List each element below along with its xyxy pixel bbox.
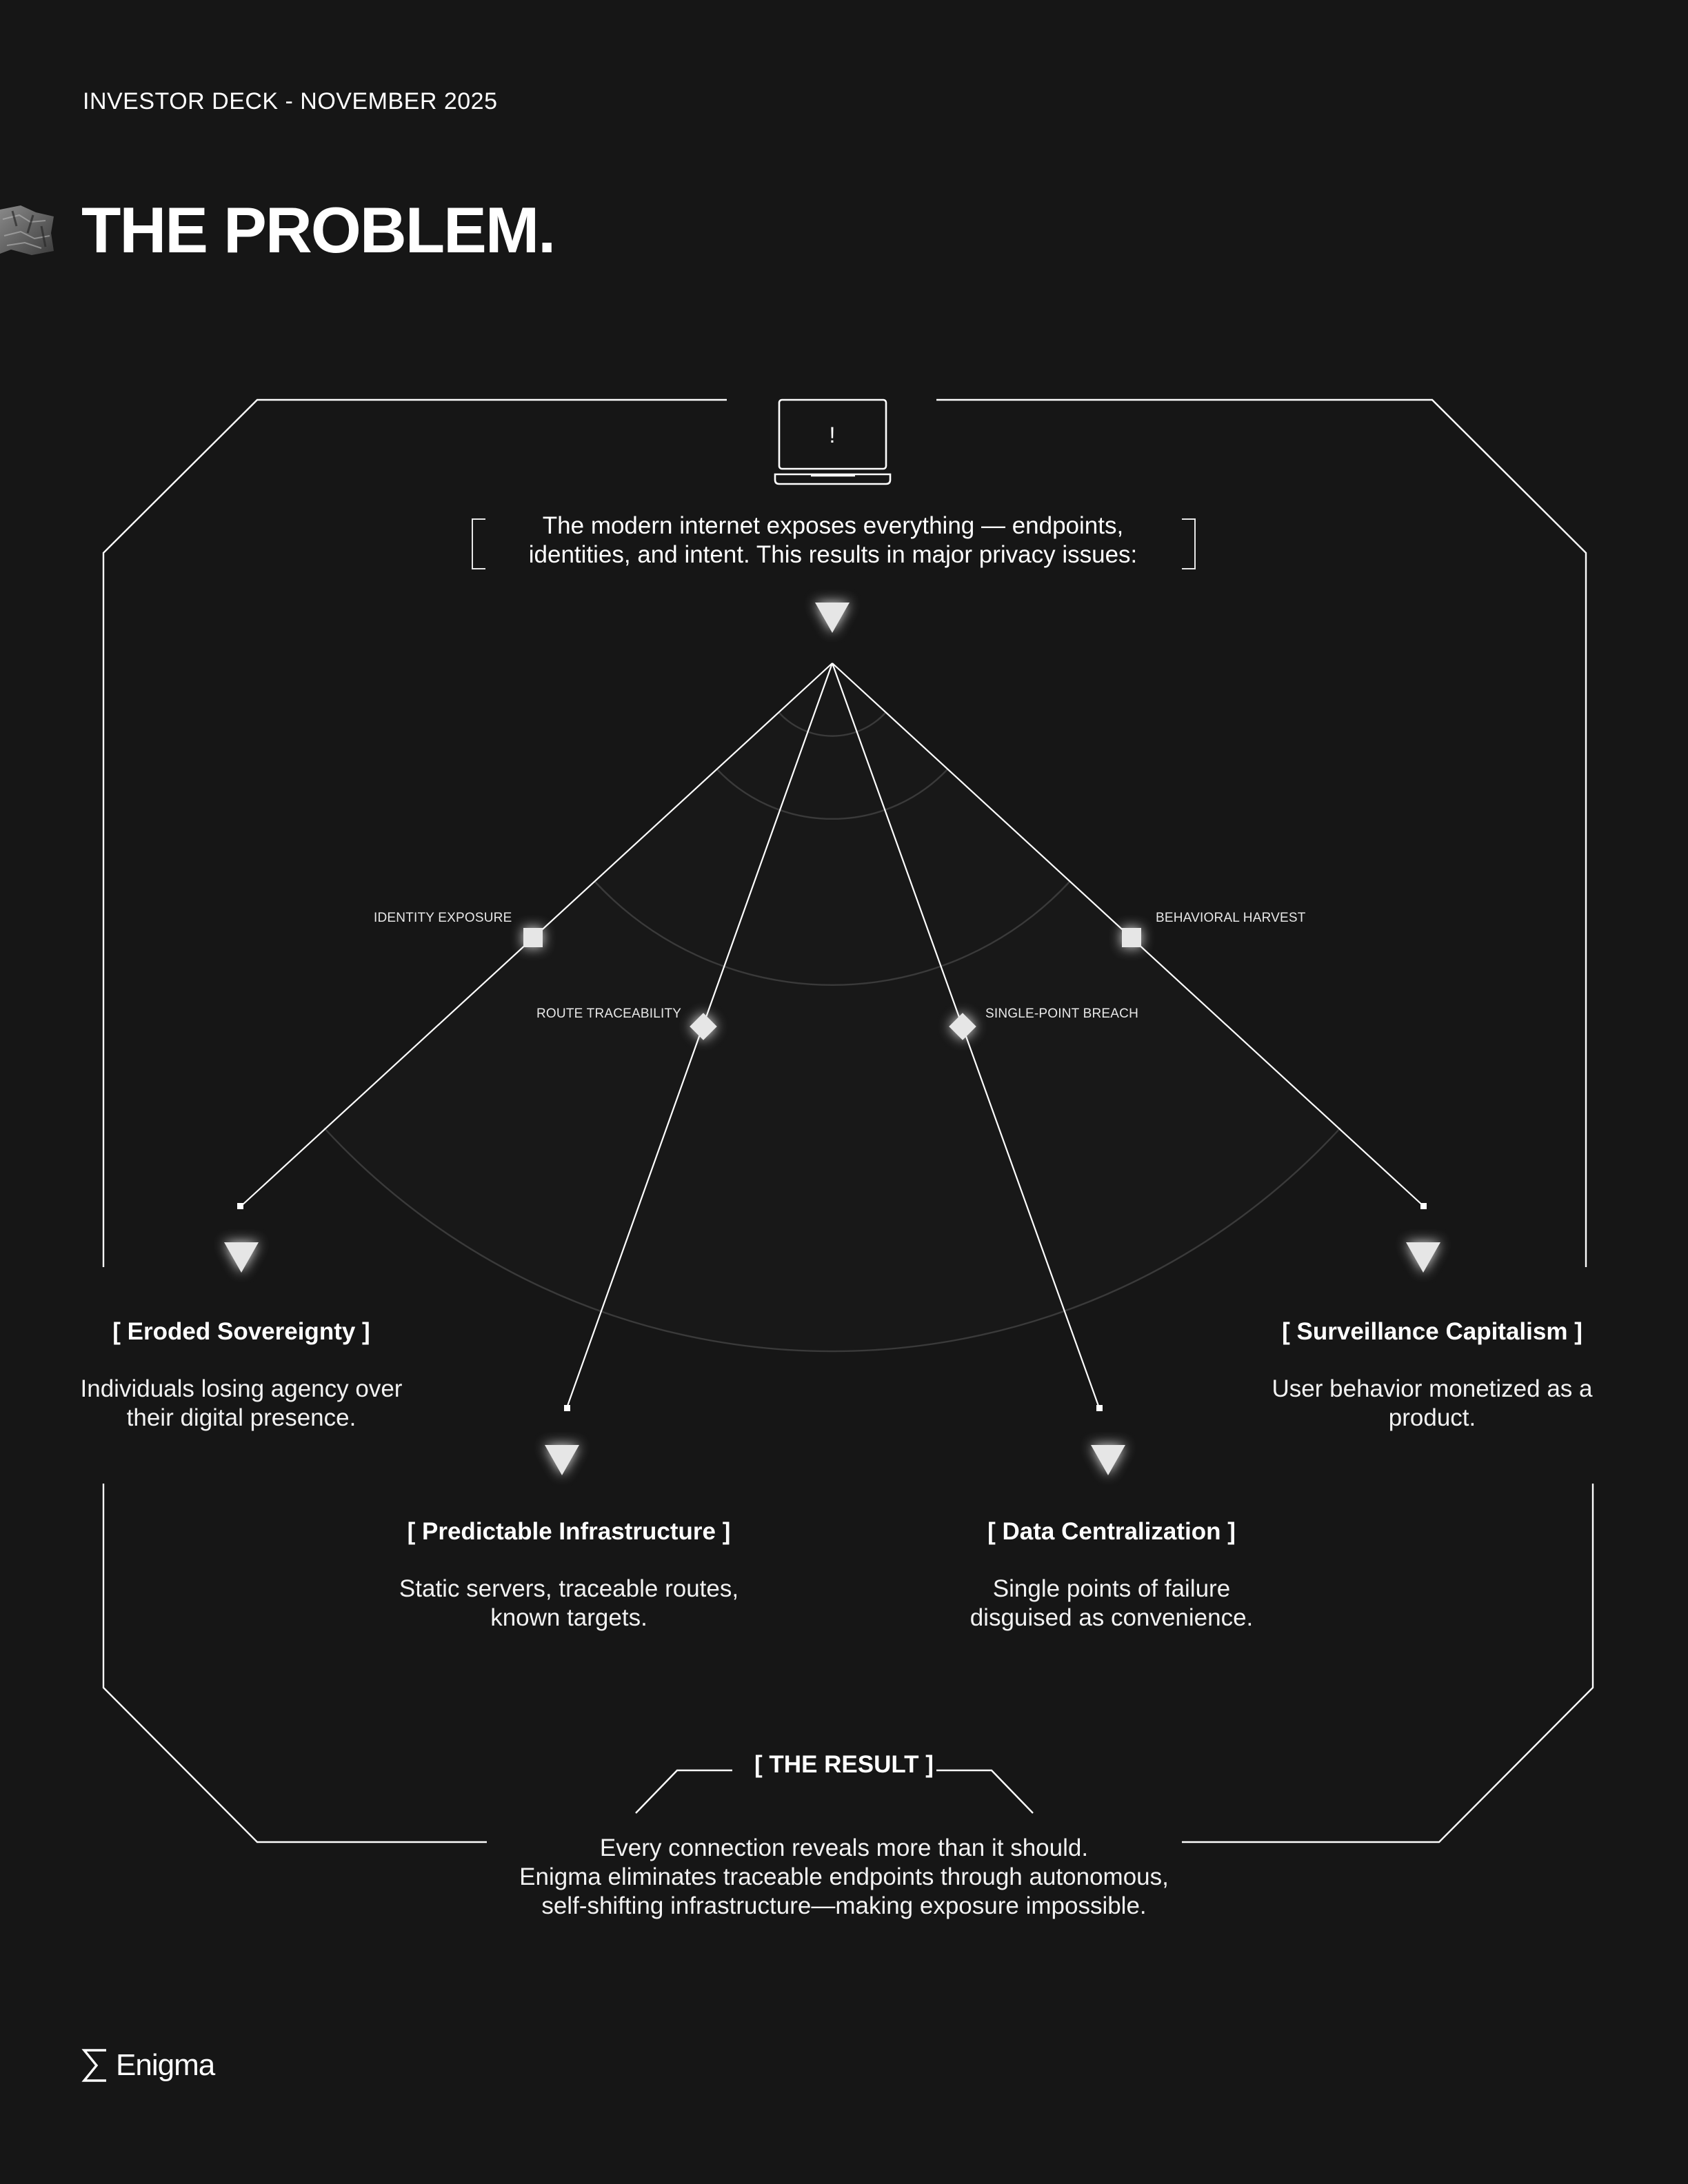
label-behavioral-harvest: BEHAVIORAL HARVEST [1156, 911, 1306, 925]
deck-kicker: INVESTOR DECK - NOVEMBER 2025 [83, 88, 498, 114]
card-surveillance-title: [ Surveillance Capitalism ] [1282, 1318, 1582, 1345]
card-predictable-title: [ Predictable Infrastructure ] [407, 1518, 731, 1545]
card-centralization-line-1: Single points of failure [992, 1575, 1231, 1602]
label-route-traceability: ROUTE TRACEABILITY [536, 1007, 682, 1021]
result-line-1: Every connection reveals more than it should. [599, 1834, 1089, 1861]
label-single-point-breach: SINGLE-POINT BREACH [985, 1007, 1138, 1021]
result-title: [ THE RESULT ] [754, 1751, 934, 1778]
card-surveillance-body [1239, 1375, 1625, 1433]
result-line-2: Enigma eliminates traceable endpoints through autonomous, [519, 1863, 1169, 1890]
card-centralization-line-2: disguised as convenience. [969, 1604, 1254, 1631]
end-dot-route [564, 1405, 570, 1411]
end-dot-identity [237, 1203, 243, 1209]
card-centralization-body [905, 1575, 1318, 1632]
intro-bracket-right [1182, 518, 1196, 569]
brand-logo [81, 2046, 214, 2085]
triangle-eroded [224, 1242, 259, 1273]
triangle-predictable [545, 1445, 579, 1475]
triangle-centralization [1091, 1445, 1125, 1475]
brand-name: Enigma [116, 2048, 215, 2082]
sigma-icon [81, 2048, 109, 2083]
card-predictable-line-2: known targets. [490, 1604, 647, 1631]
end-dot-breach [1096, 1405, 1103, 1411]
intro-text [483, 512, 1183, 569]
card-eroded-line-2: their digital presence. [126, 1404, 356, 1431]
radar-sweep [324, 663, 1340, 1351]
card-predictable-body [362, 1575, 776, 1632]
triangle-surveillance [1406, 1242, 1440, 1273]
node-identity [523, 928, 543, 947]
page-title: THE PROBLEM. [81, 194, 555, 266]
card-eroded-line-1: Individuals losing agency over [80, 1375, 403, 1402]
card-eroded-body [48, 1375, 434, 1433]
label-identity-exposure: IDENTITY EXPOSURE [374, 911, 512, 925]
card-centralization-title: [ Data Centralization ] [987, 1518, 1236, 1545]
card-eroded-title: [ Eroded Sovereignty ] [112, 1318, 370, 1345]
result-text [430, 1834, 1258, 1921]
node-behavioral [1122, 928, 1141, 947]
laptop-alert-glyph: ! [829, 423, 836, 447]
end-dot-behavioral [1420, 1203, 1427, 1209]
intro-line-2: identities, and intent. This results in major privacy issues: [528, 541, 1138, 568]
card-surveillance-line-2: product. [1388, 1404, 1476, 1431]
intro-line-1: The modern internet exposes everything — endpoints, [542, 512, 1124, 539]
card-surveillance-line-1: User behavior monetized as a [1272, 1375, 1593, 1402]
card-predictable-line-1: Static servers, traceable routes, [399, 1575, 739, 1602]
result-line-3: self-shifting infrastructure—making exposure impossible. [541, 1892, 1147, 1919]
triangle-intro [815, 603, 850, 633]
